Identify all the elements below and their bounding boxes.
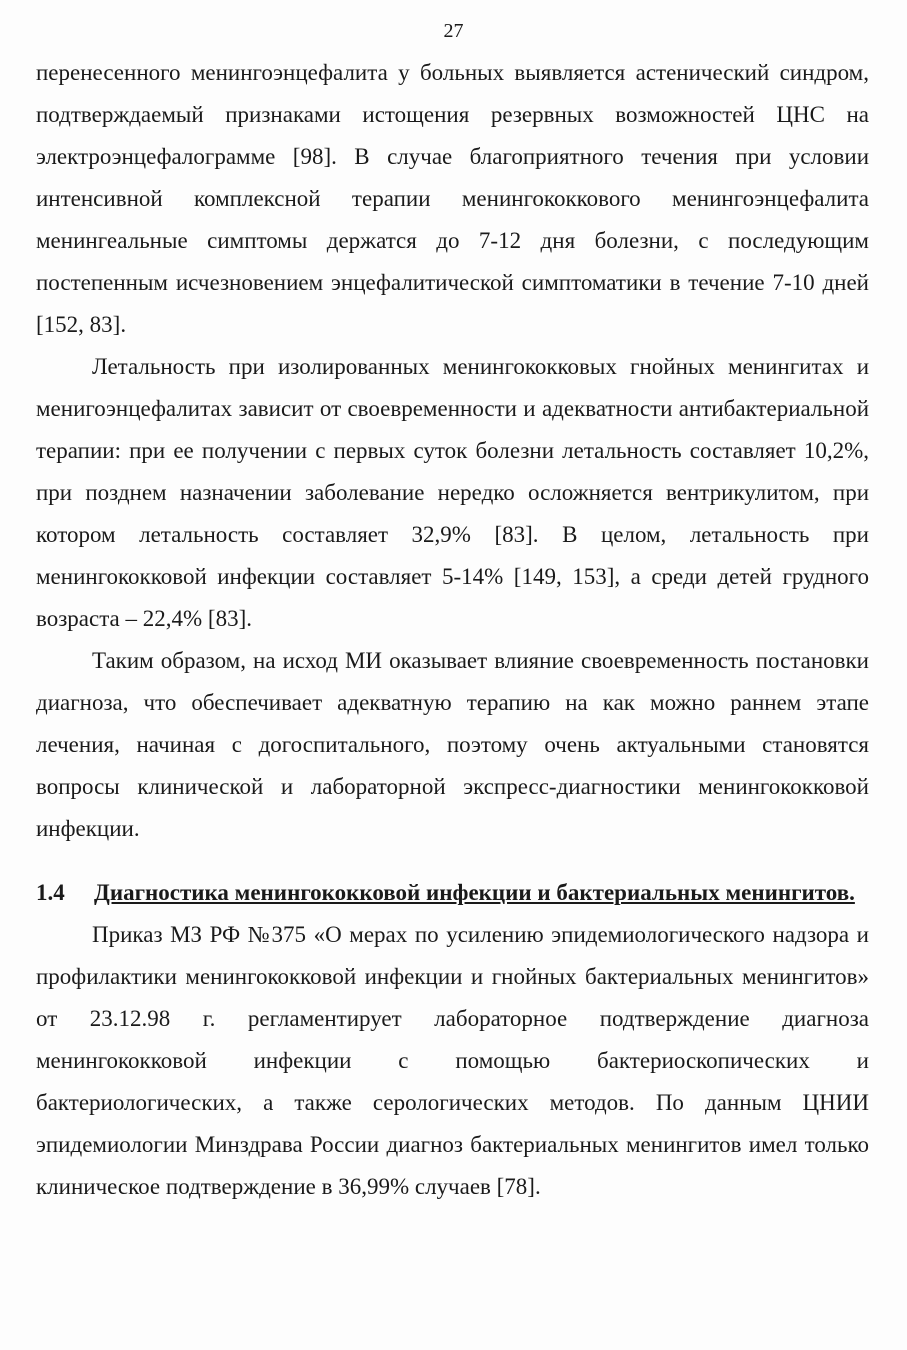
section-number: 1.4 <box>36 880 65 905</box>
paragraph-continuation: перенесенного менингоэнцефалита у больных выявляется астенический синдром, подтверждаемый признаками истощения резервных возможностей ЦНС на электроэнцефалограмме [98]. В случае благоприятного течения при условии интенсивной комплексной терапии менингококкового менингоэнцефалита менингеальные симптомы держатся до 7-12 дня болезни, с последующим постепенным исчезновением энцефалитической симптоматики в течение 7-10 дней [152, 83]. <box>36 60 869 337</box>
section-heading <box>36 872 869 914</box>
paragraph-conclusion: Таким образом, на исход МИ оказывает влияние своевременность постановки диагноза, что обеспечивает адекватную терапию на как можно раннем этапе лечения, начиная с догоспитального, поэтому очень актуальными становятся вопросы клинической и лабораторной экспресс-диагностики менингококковой инфекции. <box>36 648 869 841</box>
paragraph-mortality: Летальность при изолированных менингококковых гнойных менингитах и менигоэнцефалитах зависит от своевременности и адекватности антибактериальной терапии: при ее получении с первых суток болезни летальность составляет 10,2%, при позднем назначении заболевание нередко осложняется вентрикулитом, при котором летальность составляет 32,9% [83]. В целом, летальность при менингококковой инфекции составляет 5-14% [149, 153], а среди детей грудного возраста – 22,4% [83]. <box>36 354 869 631</box>
paragraph-order-375: Приказ МЗ РФ №375 «О мерах по усилению эпидемиологического надзора и профилактики менингококковой инфекции и гнойных бактериальных менингитов» от 23.12.98 г. регламентирует лабораторное подтверждение диагноза менингококковой инфекции с помощью бактериоскопических и бактериологических, а также серологических методов. По данным ЦНИИ эпидемиологии Минздрава России диагноз бактериальных менингитов имел только клиническое подтверждение в 36,99% случаев [78]. <box>36 922 869 1199</box>
section-title: Диагностика менингококковой инфекции и бактериальных менингитов. <box>94 880 855 905</box>
page-number: 27 <box>443 20 464 42</box>
document-body <box>36 52 869 1208</box>
